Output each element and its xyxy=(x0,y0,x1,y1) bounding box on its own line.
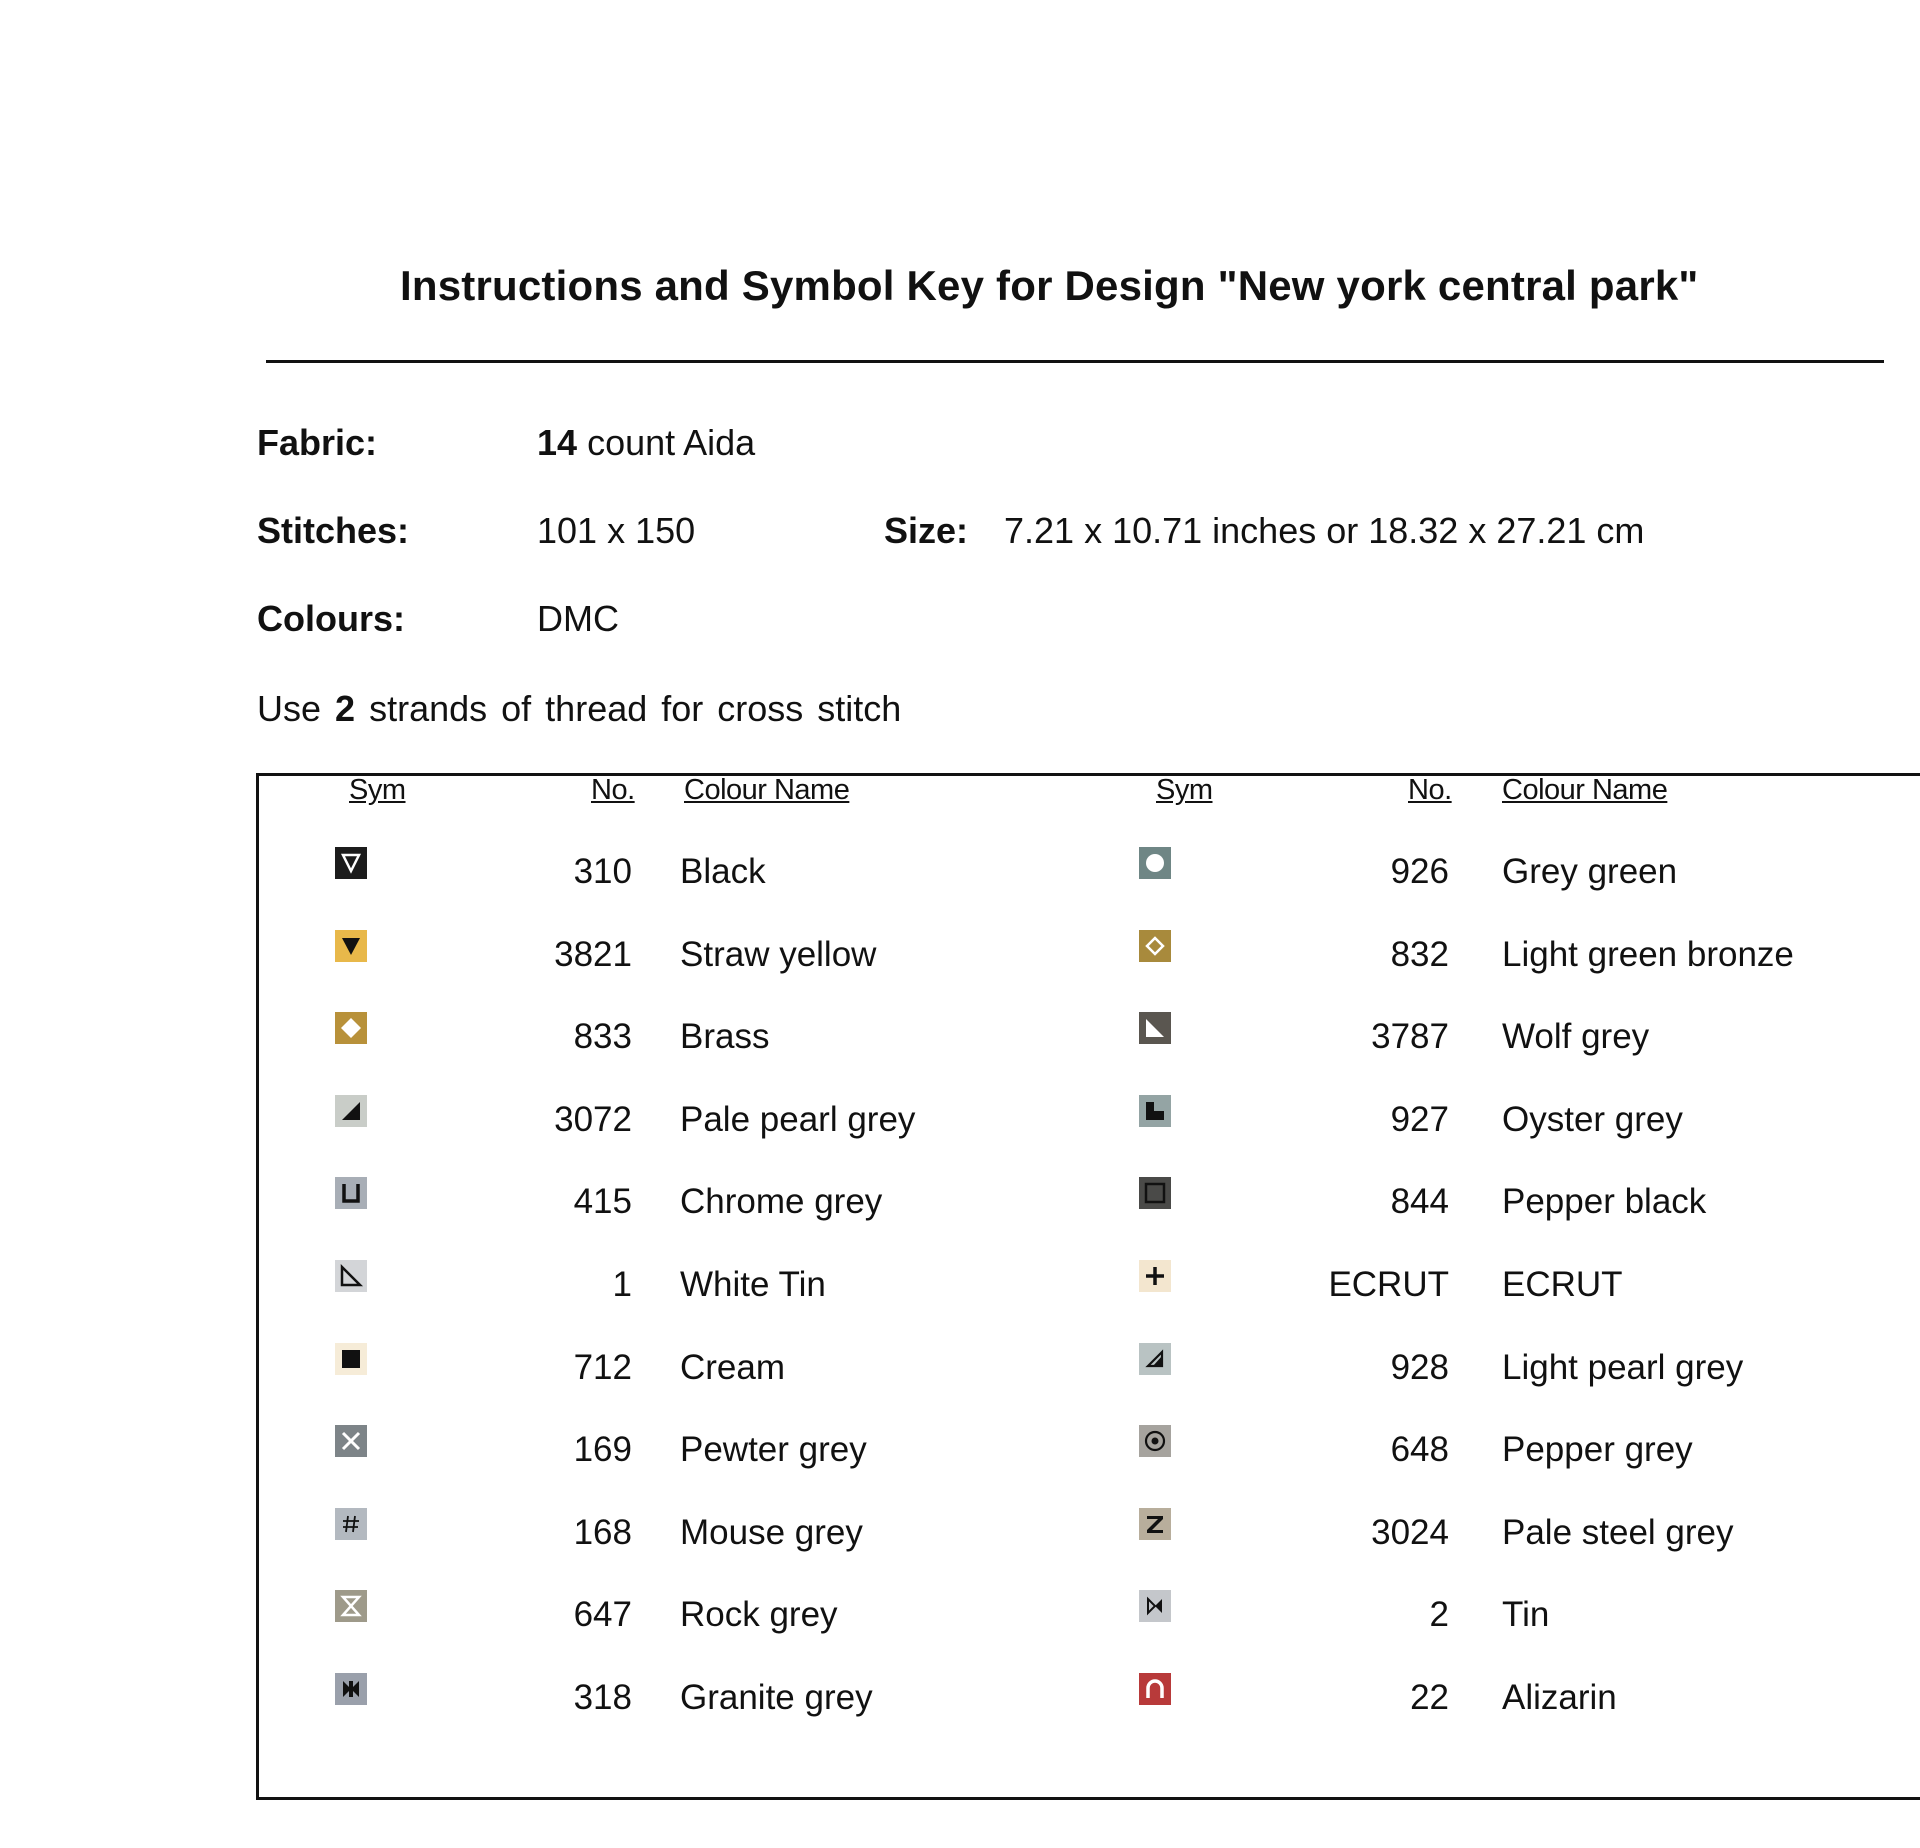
colour-name: White Tin xyxy=(680,1265,826,1304)
fabric-type: count Aida xyxy=(587,422,756,463)
x-cross-icon xyxy=(335,1425,367,1457)
colour-number: 3821 xyxy=(554,934,632,974)
colour-name: Pale pearl grey xyxy=(680,1099,916,1139)
colour-number: 927 xyxy=(1390,1099,1449,1139)
bowtie-icon xyxy=(335,1673,367,1705)
strands-post: strands of thread for cross stitch xyxy=(369,688,902,729)
colour-name: Black xyxy=(680,852,766,891)
size-label: Size: xyxy=(884,510,969,551)
triangle-down-filled-icon xyxy=(335,930,367,962)
colour-name: Chrome grey xyxy=(680,1182,883,1222)
stitches-label: Stitches: xyxy=(257,510,410,551)
colour-number: ECRUT xyxy=(1328,1265,1449,1304)
colour-number: 22 xyxy=(1410,1678,1449,1717)
header-no-left: No. xyxy=(591,774,635,806)
square-outline-icon xyxy=(1139,1177,1171,1209)
colour-name: Light pearl grey xyxy=(1502,1347,1744,1387)
colour-number: 3072 xyxy=(554,1099,632,1139)
colour-name: Alizarin xyxy=(1502,1678,1617,1717)
fabric-count: 14 xyxy=(537,422,578,463)
stitches-value: 101 x 150 xyxy=(537,510,696,551)
diamond-filled-icon xyxy=(335,1012,367,1044)
fabric-value xyxy=(537,422,755,464)
colour-name: Straw yellow xyxy=(680,934,877,974)
colour-number: 648 xyxy=(1390,1430,1449,1470)
colour-name: Pepper black xyxy=(1502,1182,1707,1222)
colour-name: Pale steel grey xyxy=(1502,1512,1734,1552)
header-sym-left: Sym xyxy=(349,774,406,806)
colour-name: Pewter grey xyxy=(680,1430,867,1470)
colour-number: 844 xyxy=(1390,1182,1449,1222)
circle-filled-icon xyxy=(1139,847,1171,879)
colour-name: Granite grey xyxy=(680,1678,873,1717)
colour-number: 415 xyxy=(573,1182,632,1222)
square-filled-icon xyxy=(335,1343,367,1375)
header-no-right: No. xyxy=(1408,774,1452,806)
z-letter-icon xyxy=(1139,1508,1171,1540)
colours-label: Colours: xyxy=(257,598,405,639)
dot-circle-icon xyxy=(1139,1425,1171,1457)
plus-icon xyxy=(1139,1260,1171,1292)
colour-name: Rock grey xyxy=(680,1595,838,1635)
strands-count: 2 xyxy=(335,688,356,729)
diamond-outline-icon xyxy=(1139,930,1171,962)
colour-number: 318 xyxy=(573,1678,632,1717)
colour-number: 712 xyxy=(573,1347,632,1387)
hourglass-icon xyxy=(335,1590,367,1622)
colour-number: 3787 xyxy=(1371,1017,1449,1057)
colour-number: 169 xyxy=(573,1430,632,1470)
wedge-icon xyxy=(335,1095,367,1127)
right-triangle-filled-icon xyxy=(1139,1012,1171,1044)
colour-number: 2 xyxy=(1429,1595,1449,1635)
header-sym-right: Sym xyxy=(1156,774,1213,806)
l-block-icon xyxy=(1139,1095,1171,1127)
colour-name: Wolf grey xyxy=(1502,1017,1650,1057)
arch-icon xyxy=(1139,1673,1171,1705)
triangle-down-outline-icon xyxy=(335,847,367,879)
bowtie-small-icon xyxy=(1139,1590,1171,1622)
colour-number: 1 xyxy=(612,1265,632,1304)
colour-name: Brass xyxy=(680,1017,770,1057)
colour-number: 926 xyxy=(1390,852,1449,891)
fabric-label: Fabric: xyxy=(257,422,378,463)
header-name-right: Colour Name xyxy=(1502,774,1668,806)
colour-number: 647 xyxy=(573,1595,632,1635)
hash-icon xyxy=(335,1508,367,1540)
cup-icon xyxy=(335,1177,367,1209)
size-value: 7.21 x 10.71 inches or 18.32 x 27.21 cm xyxy=(1004,510,1645,551)
strands-instruction xyxy=(257,688,901,730)
colour-name: Cream xyxy=(680,1347,786,1387)
header-name-left: Colour Name xyxy=(684,774,850,806)
colour-number: 168 xyxy=(573,1512,632,1552)
colour-name: Grey green xyxy=(1502,852,1678,891)
colour-number: 3024 xyxy=(1371,1512,1449,1552)
colour-name: ECRUT xyxy=(1502,1265,1623,1304)
right-triangle-outline-icon xyxy=(335,1260,367,1292)
colour-number: 310 xyxy=(573,852,632,891)
colour-number: 833 xyxy=(573,1017,632,1057)
colour-name: Light green bronze xyxy=(1502,934,1794,974)
colour-number: 832 xyxy=(1390,934,1449,974)
colour-name: Tin xyxy=(1502,1595,1550,1635)
colour-name: Mouse grey xyxy=(680,1512,863,1552)
strands-pre: Use xyxy=(257,688,322,729)
page-title: Instructions and Symbol Key for Design "New york central park" xyxy=(400,262,1699,309)
colour-name: Pepper grey xyxy=(1502,1430,1693,1470)
colour-number: 928 xyxy=(1390,1347,1449,1387)
wedge-small-icon xyxy=(1139,1343,1171,1375)
colours-value: DMC xyxy=(537,598,619,639)
title-divider xyxy=(266,360,1884,363)
colour-name: Oyster grey xyxy=(1502,1099,1683,1139)
